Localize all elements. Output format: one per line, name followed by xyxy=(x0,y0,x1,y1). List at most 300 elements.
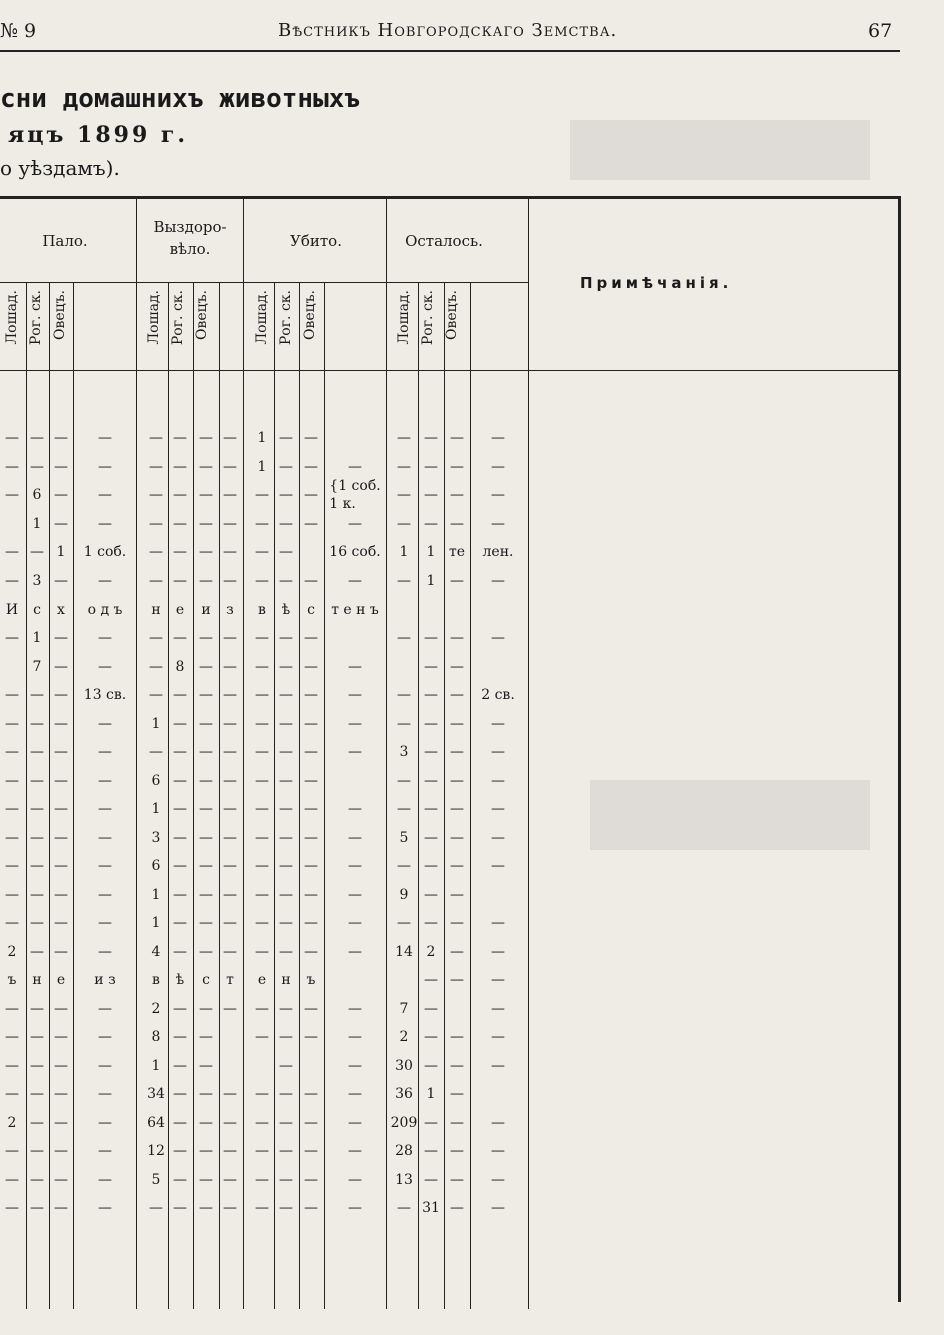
table-cell: — xyxy=(5,773,19,789)
col-sep xyxy=(299,283,300,1309)
col-sep-main-1 xyxy=(136,199,137,1309)
table-cell: — xyxy=(279,687,293,703)
table-cell: — xyxy=(223,887,237,903)
col-sep xyxy=(219,283,220,1309)
table-cell: 1 xyxy=(32,516,42,532)
table-cell: — xyxy=(223,1143,237,1159)
table-cell: — xyxy=(30,801,44,817)
table-cell: — xyxy=(173,1086,187,1102)
table-cell: — xyxy=(5,1001,19,1017)
table-cell: — xyxy=(223,459,237,475)
table-cell: — xyxy=(173,716,187,732)
table-cell: лен. xyxy=(482,544,514,560)
table-cell: — xyxy=(255,915,269,931)
table-cell: — xyxy=(5,1143,19,1159)
table-cell: — xyxy=(173,1001,187,1017)
col-sep xyxy=(193,283,194,1309)
table-cell: — xyxy=(348,1143,362,1159)
table-cell: — xyxy=(348,516,362,532)
table-cell: — xyxy=(304,858,318,874)
table-cell: в xyxy=(258,602,266,618)
table-cell: — xyxy=(450,573,464,589)
table-cell: 1 xyxy=(399,544,409,560)
table-cell: — xyxy=(149,459,163,475)
table-cell: — xyxy=(223,1086,237,1102)
table-cell: с xyxy=(202,972,210,988)
table-cell: — xyxy=(223,744,237,760)
table-cell: — xyxy=(54,915,68,931)
table-cell: — xyxy=(98,487,112,503)
table-cell: — xyxy=(491,801,505,817)
table-cell: — xyxy=(424,1058,438,1074)
table-cell: — xyxy=(491,744,505,760)
group-header-rule xyxy=(0,282,528,283)
table-cell: — xyxy=(54,687,68,703)
table-cell: — xyxy=(279,1115,293,1131)
table-cell: — xyxy=(348,1058,362,1074)
table-cell: — xyxy=(397,516,411,532)
table-cell: — xyxy=(279,915,293,931)
table-cell: — xyxy=(279,487,293,503)
table-cell: 3 xyxy=(399,744,409,760)
table-cell: — xyxy=(149,630,163,646)
table-cell: — xyxy=(450,430,464,446)
table-cell: — xyxy=(5,1086,19,1102)
table-cell: 5 xyxy=(151,1172,161,1188)
table-cell: — xyxy=(173,1200,187,1216)
column-subheader: Лошад. xyxy=(254,290,270,345)
table-cell: — xyxy=(491,716,505,732)
table-cell: — xyxy=(173,801,187,817)
table-cell: — xyxy=(30,1200,44,1216)
table-cell: 1 xyxy=(32,630,42,646)
table-cell: — xyxy=(348,801,362,817)
table-cell: — xyxy=(279,887,293,903)
table-cell: — xyxy=(304,1029,318,1045)
table-cell: — xyxy=(223,659,237,675)
table-cell: — xyxy=(5,1172,19,1188)
table-cell: — xyxy=(199,459,213,475)
table-cell: — xyxy=(304,887,318,903)
table-cell: — xyxy=(199,1029,213,1045)
table-cell: — xyxy=(173,887,187,903)
table-cell: — xyxy=(304,716,318,732)
table-cell: — xyxy=(223,915,237,931)
table-cell: — xyxy=(223,858,237,874)
table-cell: — xyxy=(450,1200,464,1216)
table-cell: — xyxy=(223,630,237,646)
table-cell: — xyxy=(149,430,163,446)
table-cell: — xyxy=(98,801,112,817)
table-cell: — xyxy=(223,1200,237,1216)
table-cell: — xyxy=(173,516,187,532)
table-cell: — xyxy=(30,1086,44,1102)
table-cell: 31 xyxy=(422,1200,440,1216)
table-cell: — xyxy=(149,516,163,532)
table-cell: — xyxy=(173,573,187,589)
table-cell: т xyxy=(226,972,234,988)
table-cell: И xyxy=(5,602,19,618)
table-cell: — xyxy=(199,801,213,817)
table-cell: — xyxy=(450,801,464,817)
table-cell: — xyxy=(450,687,464,703)
column-subheader: Рог. ск. xyxy=(278,290,294,346)
page-number: 67 xyxy=(868,20,893,42)
table-cell: — xyxy=(199,573,213,589)
table-cell: — xyxy=(348,1115,362,1131)
table-cell: — xyxy=(491,944,505,960)
table-cell: — xyxy=(149,487,163,503)
table-cell: 3 xyxy=(32,573,42,589)
table-cell: — xyxy=(424,716,438,732)
table-cell: 5 xyxy=(399,830,409,846)
table-cell: — xyxy=(304,1143,318,1159)
table-cell: — xyxy=(279,773,293,789)
table-cell: — xyxy=(397,801,411,817)
table-cell: — xyxy=(279,1001,293,1017)
table-cell: — xyxy=(397,459,411,475)
table-cell: — xyxy=(199,830,213,846)
table-cell: — xyxy=(173,630,187,646)
table-cell: — xyxy=(30,716,44,732)
table-cell: 2 xyxy=(399,1029,409,1045)
table-cell: 6 xyxy=(151,858,161,874)
table-cell: — xyxy=(491,573,505,589)
bleed-through xyxy=(560,60,890,1300)
table-cell: 34 xyxy=(147,1086,165,1102)
column-subheader: Овецъ. xyxy=(52,290,68,341)
col-sep xyxy=(444,283,445,1309)
table-cell: — xyxy=(397,716,411,732)
table-cell: — xyxy=(98,944,112,960)
table-cell: — xyxy=(30,687,44,703)
table-cell: — xyxy=(223,430,237,446)
table-cell: — xyxy=(5,544,19,560)
table-cell: — xyxy=(279,944,293,960)
table-cell: — xyxy=(255,801,269,817)
table-cell: — xyxy=(173,487,187,503)
column-subheader: Овецъ. xyxy=(444,290,460,341)
table-cell: — xyxy=(397,487,411,503)
table-cell: 2 св. xyxy=(481,687,515,703)
table-cell: — xyxy=(54,1086,68,1102)
col-sep xyxy=(274,283,275,1309)
table-cell: — xyxy=(98,1115,112,1131)
table-cell: — xyxy=(279,1200,293,1216)
column-subheader: Лошад. xyxy=(4,290,20,345)
table-cell: — xyxy=(424,887,438,903)
table-cell: — xyxy=(348,915,362,931)
table-cell: — xyxy=(450,1086,464,1102)
table-cell: — xyxy=(397,573,411,589)
notes-header: Примѣчанія. xyxy=(580,274,733,292)
table-cell: — xyxy=(491,1058,505,1074)
table-cell: — xyxy=(199,858,213,874)
table-cell: — xyxy=(304,459,318,475)
table-cell: — xyxy=(98,1058,112,1074)
table-cell: 28 xyxy=(395,1143,413,1159)
col-sep xyxy=(470,283,471,1309)
table-cell: — xyxy=(450,1143,464,1159)
table-cell: — xyxy=(348,1200,362,1216)
table-cell: — xyxy=(255,830,269,846)
table-cell: — xyxy=(424,630,438,646)
table-cell: 30 xyxy=(395,1058,413,1074)
table-cell: — xyxy=(5,459,19,475)
col-sep xyxy=(26,283,27,1309)
table-cell: и з xyxy=(94,972,116,988)
table-cell: — xyxy=(54,1001,68,1017)
table-cell: — xyxy=(279,459,293,475)
table-cell: — xyxy=(98,1143,112,1159)
column-subheader: Рог. ск. xyxy=(28,290,44,346)
table-cell: — xyxy=(30,887,44,903)
table-cell: — xyxy=(279,1143,293,1159)
table-cell: — xyxy=(424,687,438,703)
table-cell: — xyxy=(98,659,112,675)
table-cell: — xyxy=(450,744,464,760)
table-cell: — xyxy=(5,858,19,874)
table-cell: — xyxy=(149,659,163,675)
column-subheader: Овецъ. xyxy=(302,290,318,341)
table-cell: 6 xyxy=(32,487,42,503)
table-cell: — xyxy=(255,1172,269,1188)
table-cell: — xyxy=(397,687,411,703)
table-cell: — xyxy=(199,1143,213,1159)
table-cell: ѣ xyxy=(281,602,291,618)
table-cell: — xyxy=(255,716,269,732)
table-cell: — xyxy=(173,687,187,703)
table-cell: — xyxy=(450,915,464,931)
table-cell: — xyxy=(54,858,68,874)
table-cell: — xyxy=(491,487,505,503)
table-cell: — xyxy=(255,544,269,560)
table-cell: — xyxy=(98,1029,112,1045)
table-cell: 2 xyxy=(151,1001,161,1017)
table-cell: — xyxy=(450,972,464,988)
table-cell: — xyxy=(348,1029,362,1045)
table-cell: 1 xyxy=(56,544,66,560)
table-cell: 13 xyxy=(395,1172,413,1188)
table-cell: — xyxy=(450,887,464,903)
table-cell: — xyxy=(173,1143,187,1159)
table-cell: — xyxy=(30,1143,44,1159)
table-cell: т е н ъ xyxy=(331,602,379,618)
table-cell: — xyxy=(255,659,269,675)
table-cell: — xyxy=(450,630,464,646)
col-sep xyxy=(168,283,169,1309)
table-cell: 16 соб. xyxy=(329,544,381,560)
table-cell: — xyxy=(424,1115,438,1131)
table-cell: — xyxy=(279,544,293,560)
table-cell: — xyxy=(5,1029,19,1045)
table-cell: — xyxy=(491,773,505,789)
table-cell: — xyxy=(304,744,318,760)
table-cell: — xyxy=(173,1172,187,1188)
table-cell: — xyxy=(199,744,213,760)
table-title-line1: сни домашнихъ животныхъ xyxy=(0,84,361,114)
table-cell: — xyxy=(223,487,237,503)
table-cell: — xyxy=(173,1115,187,1131)
table-cell: — xyxy=(54,630,68,646)
table-cell: — xyxy=(173,1029,187,1045)
table-cell: — xyxy=(149,687,163,703)
table-cell: — xyxy=(54,659,68,675)
table-cell: — xyxy=(255,1086,269,1102)
table-cell: — xyxy=(199,944,213,960)
table-cell: — xyxy=(30,430,44,446)
table-cell: — xyxy=(348,744,362,760)
table-cell: 1 xyxy=(151,801,161,817)
table-cell: — xyxy=(5,716,19,732)
table-cell: — xyxy=(424,487,438,503)
table-cell: — xyxy=(223,1172,237,1188)
table-cell: 1 xyxy=(426,544,436,560)
table-cell: 2 xyxy=(7,944,17,960)
table-cell: е xyxy=(175,602,185,618)
table-cell: — xyxy=(5,744,19,760)
table-cell: — xyxy=(173,915,187,931)
group-header-killed: Убито. xyxy=(290,232,342,250)
issue-number: № 9 xyxy=(0,20,37,42)
table-cell: — xyxy=(255,1029,269,1045)
table-cell: — xyxy=(54,1143,68,1159)
table-cell: — xyxy=(279,716,293,732)
table-cell: — xyxy=(450,516,464,532)
table-cell: — xyxy=(304,915,318,931)
table-cell: — xyxy=(424,659,438,675)
table-cell: — xyxy=(424,858,438,874)
table-cell: — xyxy=(279,1086,293,1102)
table-cell: — xyxy=(98,773,112,789)
table-cell: — xyxy=(54,773,68,789)
table-cell: — xyxy=(98,716,112,732)
table-cell: — xyxy=(173,944,187,960)
table-cell: — xyxy=(5,830,19,846)
table-cell: — xyxy=(279,573,293,589)
table-cell: ъ xyxy=(306,972,316,988)
table-cell: — xyxy=(223,1115,237,1131)
table-cell: н xyxy=(151,602,161,618)
table-cell: — xyxy=(30,1001,44,1017)
table-cell: — xyxy=(397,430,411,446)
column-subheader: Рог. ск. xyxy=(170,290,186,346)
table-cell: ѣ xyxy=(175,972,185,988)
table-cell: — xyxy=(30,858,44,874)
table-cell: — xyxy=(450,659,464,675)
table-cell: — xyxy=(98,459,112,475)
table-cell: — xyxy=(5,887,19,903)
table-cell: — xyxy=(199,1115,213,1131)
table-cell: з xyxy=(226,602,234,618)
table-cell: — xyxy=(424,744,438,760)
table-cell: — xyxy=(199,630,213,646)
table-cell: — xyxy=(5,573,19,589)
table-cell: — xyxy=(98,830,112,846)
table-cell: — xyxy=(223,944,237,960)
table-cell: и xyxy=(201,602,211,618)
table-cell: — xyxy=(397,915,411,931)
table-header-bottom-rule xyxy=(0,370,900,371)
table-cell: — xyxy=(348,1086,362,1102)
table-cell: — xyxy=(255,630,269,646)
table-cell: ъ xyxy=(7,972,17,988)
table-cell: — xyxy=(98,573,112,589)
table-cell: — xyxy=(5,630,19,646)
table-cell: — xyxy=(304,659,318,675)
table-cell: — xyxy=(424,1143,438,1159)
table-cell: — xyxy=(5,801,19,817)
table-cell: — xyxy=(98,1200,112,1216)
table-cell: 1 xyxy=(151,1058,161,1074)
table-cell: — xyxy=(255,573,269,589)
table-cell: — xyxy=(348,716,362,732)
table-cell: — xyxy=(5,1200,19,1216)
table-cell: — xyxy=(98,430,112,446)
journal-title: Вѣстникъ Новгородскаго Земства. xyxy=(278,20,618,41)
column-subheader: Лошад. xyxy=(396,290,412,345)
table-cell: 13 св. xyxy=(83,687,127,703)
table-cell: 64 xyxy=(147,1115,165,1131)
table-cell: — xyxy=(54,944,68,960)
table-cell: — xyxy=(304,516,318,532)
col-sep xyxy=(49,283,50,1309)
table-cell: 2 xyxy=(426,944,436,960)
table-cell: — xyxy=(223,516,237,532)
table-cell: — xyxy=(450,716,464,732)
table-cell: — xyxy=(30,459,44,475)
table-cell: 1 xyxy=(151,716,161,732)
table-cell: — xyxy=(173,858,187,874)
table-cell: — xyxy=(491,1143,505,1159)
table-title-line3: о уѣздамъ). xyxy=(0,156,120,180)
table-cell: — xyxy=(304,1200,318,1216)
table-cell: — xyxy=(491,1001,505,1017)
table-cell: х xyxy=(57,602,65,618)
table-cell: — xyxy=(397,630,411,646)
table-cell: — xyxy=(223,801,237,817)
table-cell: — xyxy=(279,1172,293,1188)
table-cell: — xyxy=(304,1172,318,1188)
table-cell: е xyxy=(56,972,66,988)
table-cell: — xyxy=(424,1029,438,1045)
table-cell: те xyxy=(448,544,466,560)
group-header-recovered: Выздоро- вѣло. xyxy=(153,218,227,258)
table-cell: — xyxy=(199,544,213,560)
table-cell: — xyxy=(199,773,213,789)
table-cell: — xyxy=(424,459,438,475)
col-sep-main-3 xyxy=(386,199,387,1309)
table-cell: — xyxy=(279,516,293,532)
table-cell: — xyxy=(397,1200,411,1216)
table-cell: — xyxy=(98,1001,112,1017)
table-cell: — xyxy=(30,1029,44,1045)
table-cell: — xyxy=(149,744,163,760)
table-cell: — xyxy=(98,858,112,874)
table-cell: — xyxy=(98,1086,112,1102)
col-sep xyxy=(324,283,325,1309)
table-cell: — xyxy=(54,1029,68,1045)
table-cell: — xyxy=(54,1200,68,1216)
table-cell: — xyxy=(304,1115,318,1131)
table-cell: — xyxy=(424,773,438,789)
col-sep xyxy=(73,283,74,1309)
table-cell: — xyxy=(424,516,438,532)
table-cell: — xyxy=(54,716,68,732)
table-cell: — xyxy=(348,887,362,903)
table-cell: — xyxy=(255,887,269,903)
table-cell: — xyxy=(149,573,163,589)
